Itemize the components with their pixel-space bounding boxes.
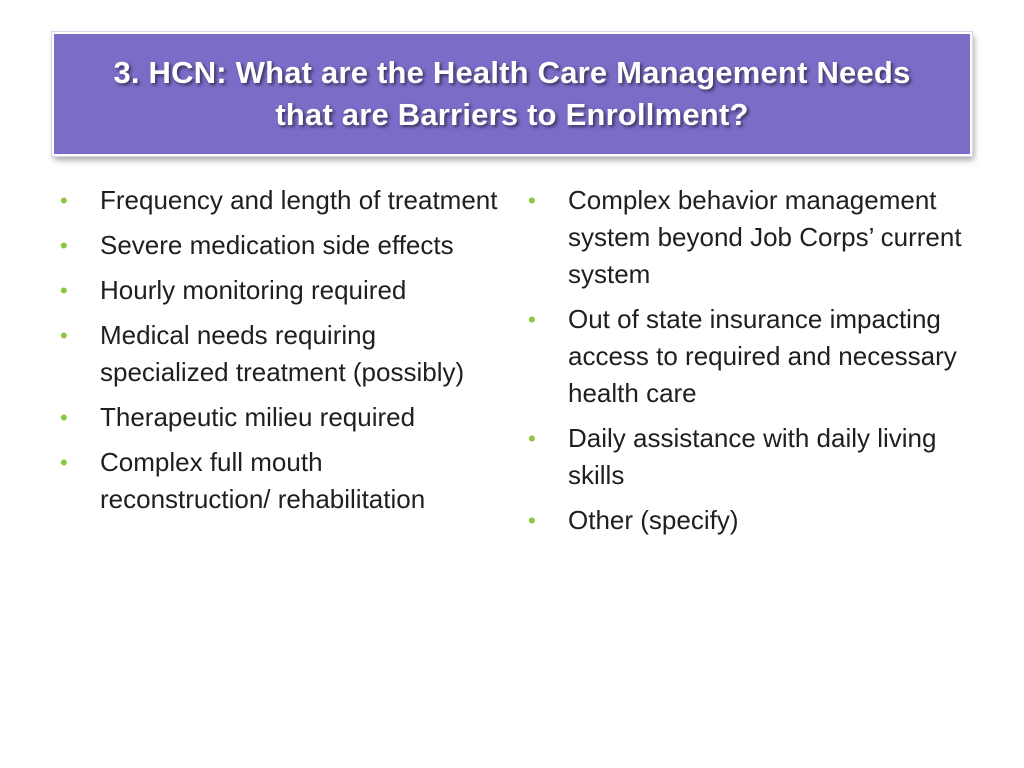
bullet-item [60, 317, 500, 391]
bullet-dot-icon: • [528, 307, 536, 332]
bullet-dot-icon: • [60, 278, 68, 303]
bullet-text: Complex full mouth reconstruction/ rehabilitation [100, 447, 426, 514]
bullet-text: Out of state insurance impacting access to required and necessary health care [568, 304, 957, 408]
bullet-item [528, 502, 968, 539]
bullet-dot-icon: • [528, 426, 536, 451]
bullet-dot-icon: • [60, 450, 68, 475]
bullet-dot-icon: • [528, 508, 536, 533]
bullet-text: Hourly monitoring required [100, 275, 407, 305]
bullet-text: Daily assistance with daily living skills [568, 423, 937, 490]
bullet-dot-icon: • [60, 323, 68, 348]
slide-title: 3. HCN: What are the Health Care Management Needs that are Barriers to Enrollment? [113, 55, 911, 132]
bullet-text: Frequency and length of treatment [100, 185, 498, 215]
title-banner [52, 32, 972, 156]
bullet-item [60, 272, 500, 309]
bullet-item [60, 227, 500, 264]
bullet-dot-icon: • [60, 188, 68, 213]
right-bullet-list [528, 182, 968, 547]
bullet-item [60, 399, 500, 436]
bullet-item [528, 182, 968, 293]
bullet-item [60, 182, 500, 219]
bullet-text: Other (specify) [568, 505, 739, 535]
bullet-item [528, 301, 968, 412]
bullet-dot-icon: • [60, 405, 68, 430]
left-bullet-list [60, 182, 500, 526]
bullet-text: Medical needs requiring specialized treatment (possibly) [100, 320, 465, 387]
bullet-item [60, 444, 500, 518]
bullet-dot-icon: • [528, 188, 536, 213]
bullet-text: Complex behavior management system beyond Job Corps’ current system [568, 185, 962, 289]
bullet-text: Therapeutic milieu required [100, 402, 416, 432]
bullet-item [528, 420, 968, 494]
bullet-text: Severe medication side effects [100, 230, 454, 260]
bullet-dot-icon: • [60, 233, 68, 258]
